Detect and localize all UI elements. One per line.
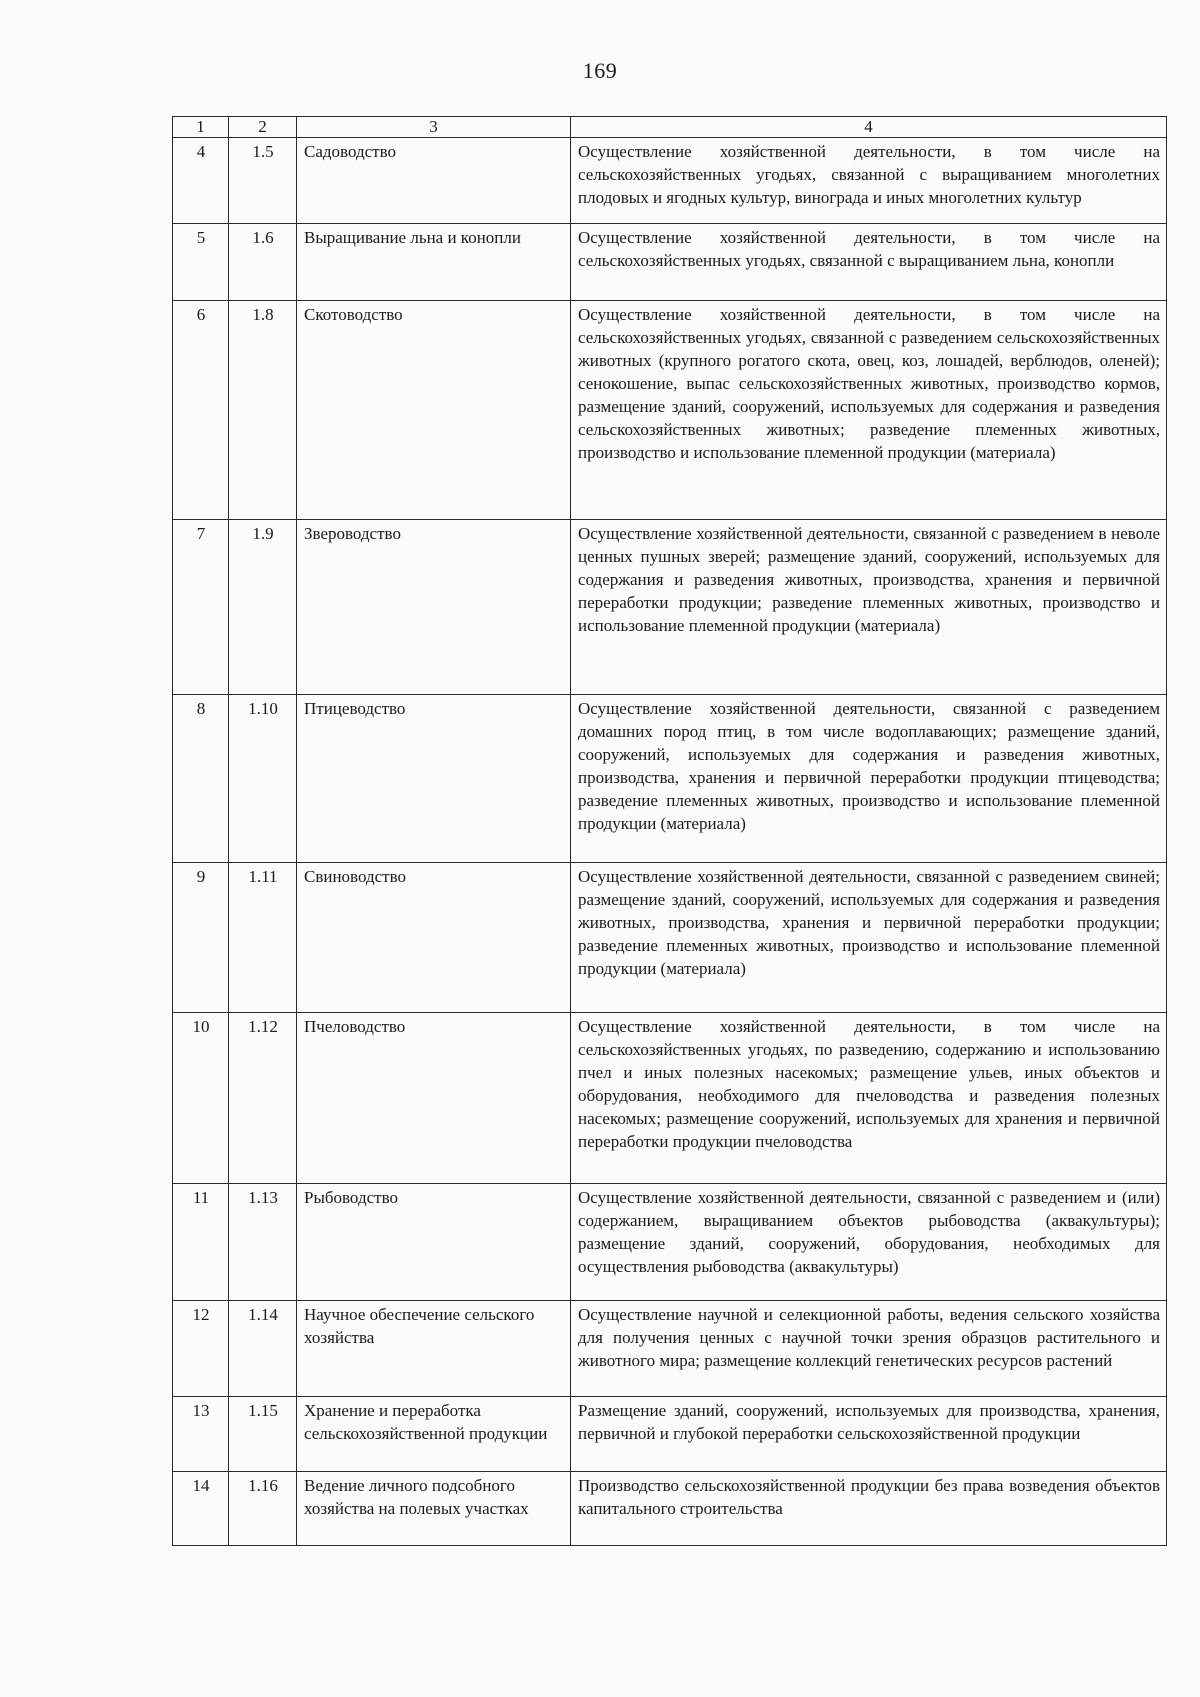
row-name: Пчеловодство <box>297 1013 571 1184</box>
row-code: 1.6 <box>229 224 297 301</box>
table-row <box>173 1013 1167 1184</box>
row-name: Рыбоводство <box>297 1184 571 1301</box>
row-description: Осуществление хозяйственной деятельности, в том числе на сельскохозяйственных угодьях, связанной с разведением сельскохозяйственных животных (крупного рогатого скота, овец, коз, лошадей, верблюдов, оленей); сенокошение, выпас сельскохозяйственных животных, производство кормов, размещение зданий, сооружений, используемых для содержания и разведения сельскохозяйственных животных; разведение племенных животных, производство и использование племенной продукции (материала) <box>571 301 1167 520</box>
table-row <box>173 695 1167 863</box>
row-description: Осуществление хозяйственной деятельности, связанной с разведением свиней; размещение зданий, сооружений, используемых для содержания и разведения животных, производства, хранения и первичной переработки продукции; разведение племенных животных, производство и использование племенной продукции (материала) <box>571 863 1167 1013</box>
row-description: Размещение зданий, сооружений, используемых для производства, хранения, первичной и глубокой переработки сельскохозяйственной продукции <box>571 1397 1167 1472</box>
table-row <box>173 301 1167 520</box>
row-code: 1.10 <box>229 695 297 863</box>
row-code: 1.8 <box>229 301 297 520</box>
row-name: Ведение личного подсобного хозяйства на полевых участках <box>297 1472 571 1546</box>
row-number: 10 <box>173 1013 229 1184</box>
row-description: Осуществление хозяйственной деятельности, связанной с разведением в неволе ценных пушных зверей; размещение зданий, сооружений, используемых для содержания и разведения животных, производства, хранения и первичной переработки продукции; разведение племенных животных, производство и использование племенной продукции (материала) <box>571 520 1167 695</box>
row-number: 9 <box>173 863 229 1013</box>
row-description: Осуществление хозяйственной деятельности, в том числе на сельскохозяйственных угодьях, связанной с выращиванием льна, конопли <box>571 224 1167 301</box>
land-use-table <box>172 116 1167 1546</box>
row-name: Садоводство <box>297 138 571 224</box>
table-row <box>173 1184 1167 1301</box>
table-row <box>173 138 1167 224</box>
row-code: 1.13 <box>229 1184 297 1301</box>
row-number: 14 <box>173 1472 229 1546</box>
row-number: 13 <box>173 1397 229 1472</box>
page-number: 169 <box>582 58 618 83</box>
table-header-row <box>173 117 1167 138</box>
row-number: 5 <box>173 224 229 301</box>
row-code: 1.9 <box>229 520 297 695</box>
row-description: Осуществление научной и селекционной работы, ведения сельского хозяйства для получения ценных с научной точки зрения образцов растительного и животного мира; размещение коллекций генетических ресурсов растений <box>571 1301 1167 1397</box>
row-description: Осуществление хозяйственной деятельности, в том числе на сельскохозяйственных угодьях, связанной с выращиванием многолетних плодовых и ягодных культур, винограда и иных многолетних культур <box>571 138 1167 224</box>
row-name: Свиноводство <box>297 863 571 1013</box>
row-name: Птицеводство <box>297 695 571 863</box>
row-code: 1.12 <box>229 1013 297 1184</box>
row-code: 1.14 <box>229 1301 297 1397</box>
row-number: 4 <box>173 138 229 224</box>
row-description: Осуществление хозяйственной деятельности, связанной с разведением и (или) содержанием, выращиванием объектов рыбоводства (аквакультуры); размещение зданий, сооружений, оборудования, необходимых для осуществления рыбоводства (аквакультуры) <box>571 1184 1167 1301</box>
table-row <box>173 1397 1167 1472</box>
header-col-3: 3 <box>297 117 571 138</box>
row-number: 8 <box>173 695 229 863</box>
row-description: Осуществление хозяйственной деятельности, в том числе на сельскохозяйственных угодьях, по разведению, содержанию и использованию пчел и иных полезных насекомых; размещение ульев, иных объектов и оборудования, необходимого для пчеловодства и разведения полезных насекомых; размещение сооружений, используемых для хранения и первичной переработки продукции пчеловодства <box>571 1013 1167 1184</box>
row-code: 1.15 <box>229 1397 297 1472</box>
table-row <box>173 1472 1167 1546</box>
table-row <box>173 863 1167 1013</box>
row-name: Выращивание льна и конопли <box>297 224 571 301</box>
row-code: 1.16 <box>229 1472 297 1546</box>
table-row <box>173 520 1167 695</box>
header-col-2: 2 <box>229 117 297 138</box>
table-row <box>173 1301 1167 1397</box>
row-number: 6 <box>173 301 229 520</box>
row-number: 11 <box>173 1184 229 1301</box>
row-description: Производство сельскохозяйственной продукции без права возведения объектов капитального строительства <box>571 1472 1167 1546</box>
row-code: 1.5 <box>229 138 297 224</box>
row-name: Звероводство <box>297 520 571 695</box>
table-row <box>173 224 1167 301</box>
row-number: 7 <box>173 520 229 695</box>
row-name: Хранение и переработка сельскохозяйственной продукции <box>297 1397 571 1472</box>
row-description: Осуществление хозяйственной деятельности, связанной с разведением домашних пород птиц, в том числе водоплавающих; размещение зданий, сооружений, используемых для содержания и разведения животных, производства, хранения и первичной переработки продукции птицеводства; разведение племенных животных, производство и использование племенной продукции (материала) <box>571 695 1167 863</box>
row-number: 12 <box>173 1301 229 1397</box>
row-code: 1.11 <box>229 863 297 1013</box>
row-name: Скотоводство <box>297 301 571 520</box>
header-col-1: 1 <box>173 117 229 138</box>
header-col-4: 4 <box>571 117 1167 138</box>
row-name: Научное обеспечение сельского хозяйства <box>297 1301 571 1397</box>
